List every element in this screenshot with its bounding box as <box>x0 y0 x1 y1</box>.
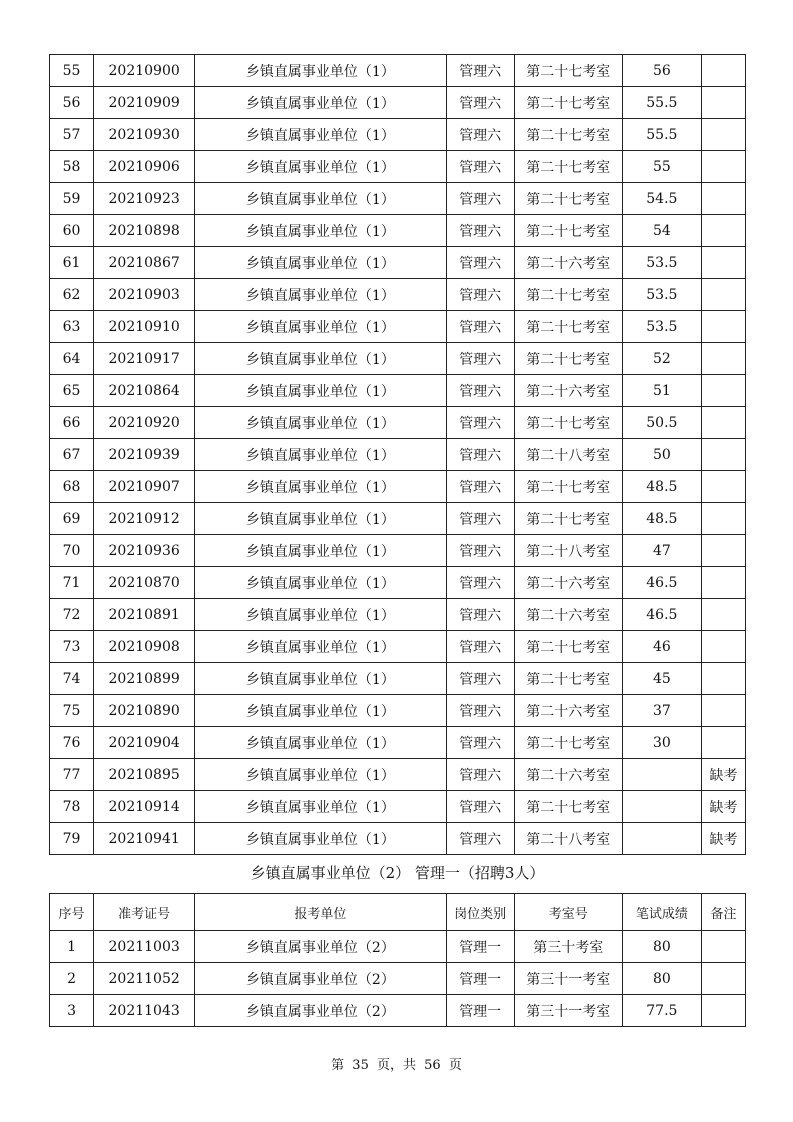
table-row <box>50 995 746 1027</box>
cell-post: 管理六 <box>446 439 514 471</box>
cell-no: 58 <box>50 151 94 183</box>
cell-post: 管理一 <box>446 995 514 1027</box>
cell-post: 管理六 <box>446 183 514 215</box>
cell-note <box>701 375 745 407</box>
cell-id: 20210895 <box>94 759 195 791</box>
cell-score: 52 <box>622 343 701 375</box>
cell-unit: 乡镇直属事业单位（1） <box>195 567 446 599</box>
cell-room: 第二十七考室 <box>514 119 622 151</box>
cell-score: 53.5 <box>622 279 701 311</box>
cell-score <box>622 791 701 823</box>
cell-note <box>701 631 745 663</box>
cell-no: 76 <box>50 727 94 759</box>
cell-room: 第二十七考室 <box>514 87 622 119</box>
score-table-body <box>50 931 746 1027</box>
cell-post: 管理六 <box>446 759 514 791</box>
cell-score: 46.5 <box>622 599 701 631</box>
header-post: 岗位类别 <box>446 894 514 931</box>
cell-post: 管理六 <box>446 279 514 311</box>
cell-id: 20210941 <box>94 823 195 855</box>
cell-id: 20210890 <box>94 695 195 727</box>
cell-score: 55.5 <box>622 87 701 119</box>
cell-note <box>701 663 745 695</box>
cell-id: 20210909 <box>94 87 195 119</box>
table-row <box>50 823 746 855</box>
cell-room: 第二十七考室 <box>514 503 622 535</box>
cell-room: 第二十六考室 <box>514 247 622 279</box>
cell-room: 第二十七考室 <box>514 151 622 183</box>
page-footer <box>0 1054 793 1073</box>
cell-unit: 乡镇直属事业单位（1） <box>195 119 446 151</box>
cell-id: 20210899 <box>94 663 195 695</box>
table-row <box>50 439 746 471</box>
cell-post: 管理六 <box>446 407 514 439</box>
cell-post: 管理六 <box>446 823 514 855</box>
cell-unit: 乡镇直属事业单位（1） <box>195 279 446 311</box>
cell-note: 缺考 <box>701 759 745 791</box>
cell-no: 63 <box>50 311 94 343</box>
cell-unit: 乡镇直属事业单位（1） <box>195 631 446 663</box>
cell-room: 第二十八考室 <box>514 823 622 855</box>
table-row <box>50 87 746 119</box>
header-no: 序号 <box>50 894 94 931</box>
table-row <box>50 791 746 823</box>
cell-id: 20210908 <box>94 631 195 663</box>
cell-post: 管理六 <box>446 55 514 87</box>
cell-no: 59 <box>50 183 94 215</box>
cell-post: 管理一 <box>446 963 514 995</box>
cell-id: 20210939 <box>94 439 195 471</box>
table-row <box>50 247 746 279</box>
cell-no: 72 <box>50 599 94 631</box>
cell-no: 1 <box>50 931 94 963</box>
cell-unit: 乡镇直属事业单位（1） <box>195 343 446 375</box>
cell-no: 64 <box>50 343 94 375</box>
cell-unit: 乡镇直属事业单位（1） <box>195 695 446 727</box>
cell-post: 管理六 <box>446 631 514 663</box>
cell-room: 第二十七考室 <box>514 55 622 87</box>
cell-post: 管理六 <box>446 663 514 695</box>
cell-unit: 乡镇直属事业单位（1） <box>195 503 446 535</box>
cell-score: 48.5 <box>622 471 701 503</box>
cell-score: 45 <box>622 663 701 695</box>
cell-no: 68 <box>50 471 94 503</box>
cell-unit: 乡镇直属事业单位（1） <box>195 247 446 279</box>
cell-no: 62 <box>50 279 94 311</box>
cell-unit: 乡镇直属事业单位（1） <box>195 183 446 215</box>
cell-post: 管理六 <box>446 247 514 279</box>
cell-note <box>701 407 745 439</box>
cell-id: 20210900 <box>94 55 195 87</box>
cell-post: 管理六 <box>446 567 514 599</box>
cell-score: 46 <box>622 631 701 663</box>
cell-note <box>701 343 745 375</box>
cell-note <box>701 247 745 279</box>
cell-no: 77 <box>50 759 94 791</box>
cell-room: 第二十六考室 <box>514 375 622 407</box>
cell-score: 50 <box>622 439 701 471</box>
table-row <box>50 407 746 439</box>
table-row <box>50 931 746 963</box>
cell-note <box>701 151 745 183</box>
cell-no: 69 <box>50 503 94 535</box>
cell-unit: 乡镇直属事业单位（1） <box>195 407 446 439</box>
cell-no: 67 <box>50 439 94 471</box>
cell-note <box>701 215 745 247</box>
table-row <box>50 963 746 995</box>
cell-score: 53.5 <box>622 247 701 279</box>
cell-score: 56 <box>622 55 701 87</box>
cell-no: 57 <box>50 119 94 151</box>
cell-no: 60 <box>50 215 94 247</box>
cell-room: 第二十八考室 <box>514 439 622 471</box>
cell-post: 管理六 <box>446 343 514 375</box>
cell-unit: 乡镇直属事业单位（1） <box>195 87 446 119</box>
cell-id: 20210912 <box>94 503 195 535</box>
cell-room: 第二十六考室 <box>514 599 622 631</box>
cell-no: 2 <box>50 963 94 995</box>
cell-note <box>701 439 745 471</box>
cell-post: 管理六 <box>446 151 514 183</box>
footer-suffix: 页 <box>448 1058 462 1073</box>
cell-id: 20211003 <box>94 931 195 963</box>
cell-unit: 乡镇直属事业单位（2） <box>195 995 446 1027</box>
table-row <box>50 279 746 311</box>
cell-score: 77.5 <box>622 995 701 1027</box>
cell-id: 20210910 <box>94 311 195 343</box>
cell-room: 第二十七考室 <box>514 279 622 311</box>
cell-id: 20210920 <box>94 407 195 439</box>
cell-id: 20210907 <box>94 471 195 503</box>
cell-id: 20210903 <box>94 279 195 311</box>
cell-note <box>701 55 745 87</box>
cell-unit: 乡镇直属事业单位（1） <box>195 823 446 855</box>
cell-id: 20210917 <box>94 343 195 375</box>
cell-post: 管理六 <box>446 215 514 247</box>
cell-note <box>701 995 745 1027</box>
footer-total: 56 <box>424 1058 441 1073</box>
table-row <box>50 503 746 535</box>
table-row <box>50 599 746 631</box>
table-row <box>50 311 746 343</box>
cell-id: 20210914 <box>94 791 195 823</box>
cell-note <box>701 963 745 995</box>
cell-unit: 乡镇直属事业单位（1） <box>195 55 446 87</box>
cell-unit: 乡镇直属事业单位（1） <box>195 759 446 791</box>
cell-room: 第二十六考室 <box>514 759 622 791</box>
cell-no: 66 <box>50 407 94 439</box>
cell-id: 20210904 <box>94 727 195 759</box>
cell-note <box>701 279 745 311</box>
table-row <box>50 151 746 183</box>
cell-note <box>701 931 745 963</box>
cell-unit: 乡镇直属事业单位（2） <box>195 931 446 963</box>
cell-score: 54.5 <box>622 183 701 215</box>
cell-unit: 乡镇直属事业单位（1） <box>195 727 446 759</box>
cell-note <box>701 599 745 631</box>
cell-no: 74 <box>50 663 94 695</box>
cell-score: 50.5 <box>622 407 701 439</box>
cell-note <box>701 727 745 759</box>
cell-score: 51 <box>622 375 701 407</box>
cell-id: 20211043 <box>94 995 195 1027</box>
cell-post: 管理六 <box>446 119 514 151</box>
table-row <box>50 183 746 215</box>
cell-unit: 乡镇直属事业单位（1） <box>195 151 446 183</box>
cell-room: 第三十一考室 <box>514 995 622 1027</box>
cell-no: 78 <box>50 791 94 823</box>
cell-id: 20210923 <box>94 183 195 215</box>
table-row <box>50 567 746 599</box>
score-table-unit-2 <box>49 893 746 1027</box>
cell-note <box>701 695 745 727</box>
cell-note <box>701 471 745 503</box>
cell-unit: 乡镇直属事业单位（2） <box>195 963 446 995</box>
cell-note <box>701 87 745 119</box>
cell-room: 第二十七考室 <box>514 183 622 215</box>
cell-note <box>701 311 745 343</box>
section-title: 乡镇直属事业单位（2） 管理一（招聘3人） <box>250 864 545 882</box>
cell-no: 56 <box>50 87 94 119</box>
cell-unit: 乡镇直属事业单位（1） <box>195 375 446 407</box>
cell-score: 80 <box>622 963 701 995</box>
cell-room: 第二十七考室 <box>514 727 622 759</box>
header-unit: 报考单位 <box>195 894 446 931</box>
cell-no: 61 <box>50 247 94 279</box>
score-table-body <box>50 55 746 855</box>
cell-room: 第二十七考室 <box>514 791 622 823</box>
cell-note <box>701 535 745 567</box>
table-row <box>50 631 746 663</box>
cell-score <box>622 823 701 855</box>
header-score: 笔试成绩 <box>622 894 701 931</box>
table-row <box>50 727 746 759</box>
table-row <box>50 535 746 567</box>
header-room: 考室号 <box>514 894 622 931</box>
footer-mid: 页，共 <box>376 1058 416 1073</box>
cell-note <box>701 119 745 151</box>
cell-post: 管理六 <box>446 87 514 119</box>
cell-id: 20210870 <box>94 567 195 599</box>
cell-id: 20210930 <box>94 119 195 151</box>
table-row <box>50 119 746 151</box>
header-note: 备注 <box>701 894 745 931</box>
cell-note: 缺考 <box>701 823 745 855</box>
cell-note <box>701 567 745 599</box>
cell-unit: 乡镇直属事业单位（1） <box>195 535 446 567</box>
cell-unit: 乡镇直属事业单位（1） <box>195 599 446 631</box>
table-row <box>50 695 746 727</box>
cell-score: 30 <box>622 727 701 759</box>
cell-post: 管理六 <box>446 375 514 407</box>
cell-room: 第二十六考室 <box>514 567 622 599</box>
table-header-row <box>50 894 746 931</box>
cell-no: 3 <box>50 995 94 1027</box>
cell-room: 第二十六考室 <box>514 695 622 727</box>
cell-unit: 乡镇直属事业单位（1） <box>195 311 446 343</box>
cell-no: 75 <box>50 695 94 727</box>
cell-room: 第二十七考室 <box>514 631 622 663</box>
cell-room: 第二十七考室 <box>514 215 622 247</box>
cell-post: 管理六 <box>446 695 514 727</box>
cell-score: 46.5 <box>622 567 701 599</box>
table-row <box>50 759 746 791</box>
cell-post: 管理六 <box>446 791 514 823</box>
cell-score: 37 <box>622 695 701 727</box>
cell-score: 55.5 <box>622 119 701 151</box>
cell-post: 管理六 <box>446 503 514 535</box>
cell-note: 缺考 <box>701 791 745 823</box>
cell-post: 管理六 <box>446 311 514 343</box>
cell-unit: 乡镇直属事业单位（1） <box>195 215 446 247</box>
table-row <box>50 663 746 695</box>
cell-score: 47 <box>622 535 701 567</box>
cell-id: 20210891 <box>94 599 195 631</box>
cell-post: 管理六 <box>446 535 514 567</box>
cell-post: 管理六 <box>446 599 514 631</box>
table-row <box>50 343 746 375</box>
table-row <box>50 215 746 247</box>
cell-unit: 乡镇直属事业单位（1） <box>195 791 446 823</box>
cell-unit: 乡镇直属事业单位（1） <box>195 471 446 503</box>
cell-no: 79 <box>50 823 94 855</box>
cell-score: 55 <box>622 151 701 183</box>
cell-id: 20210867 <box>94 247 195 279</box>
cell-room: 第二十七考室 <box>514 343 622 375</box>
cell-room: 第二十八考室 <box>514 535 622 567</box>
table-row <box>50 471 746 503</box>
cell-no: 65 <box>50 375 94 407</box>
cell-post: 管理六 <box>446 727 514 759</box>
cell-id: 20211052 <box>94 963 195 995</box>
footer-page: 35 <box>352 1058 369 1073</box>
cell-room: 第二十七考室 <box>514 471 622 503</box>
cell-score: 48.5 <box>622 503 701 535</box>
cell-score: 54 <box>622 215 701 247</box>
table-row <box>50 55 746 87</box>
cell-room: 第三十一考室 <box>514 963 622 995</box>
cell-no: 55 <box>50 55 94 87</box>
cell-id: 20210906 <box>94 151 195 183</box>
cell-post: 管理一 <box>446 931 514 963</box>
cell-score: 53.5 <box>622 311 701 343</box>
cell-room: 第二十七考室 <box>514 311 622 343</box>
footer-prefix: 第 <box>331 1058 345 1073</box>
cell-room: 第二十七考室 <box>514 407 622 439</box>
cell-no: 71 <box>50 567 94 599</box>
cell-note <box>701 503 745 535</box>
cell-id: 20210936 <box>94 535 195 567</box>
cell-note <box>701 183 745 215</box>
cell-post: 管理六 <box>446 471 514 503</box>
cell-no: 70 <box>50 535 94 567</box>
cell-room: 第二十七考室 <box>514 663 622 695</box>
table-row <box>50 375 746 407</box>
cell-id: 20210864 <box>94 375 195 407</box>
header-id: 准考证号 <box>94 894 195 931</box>
cell-id: 20210898 <box>94 215 195 247</box>
cell-unit: 乡镇直属事业单位（1） <box>195 663 446 695</box>
cell-unit: 乡镇直属事业单位（1） <box>195 439 446 471</box>
cell-score <box>622 759 701 791</box>
cell-no: 73 <box>50 631 94 663</box>
cell-room: 第三十考室 <box>514 931 622 963</box>
score-table-unit-1 <box>49 54 746 855</box>
cell-score: 80 <box>622 931 701 963</box>
